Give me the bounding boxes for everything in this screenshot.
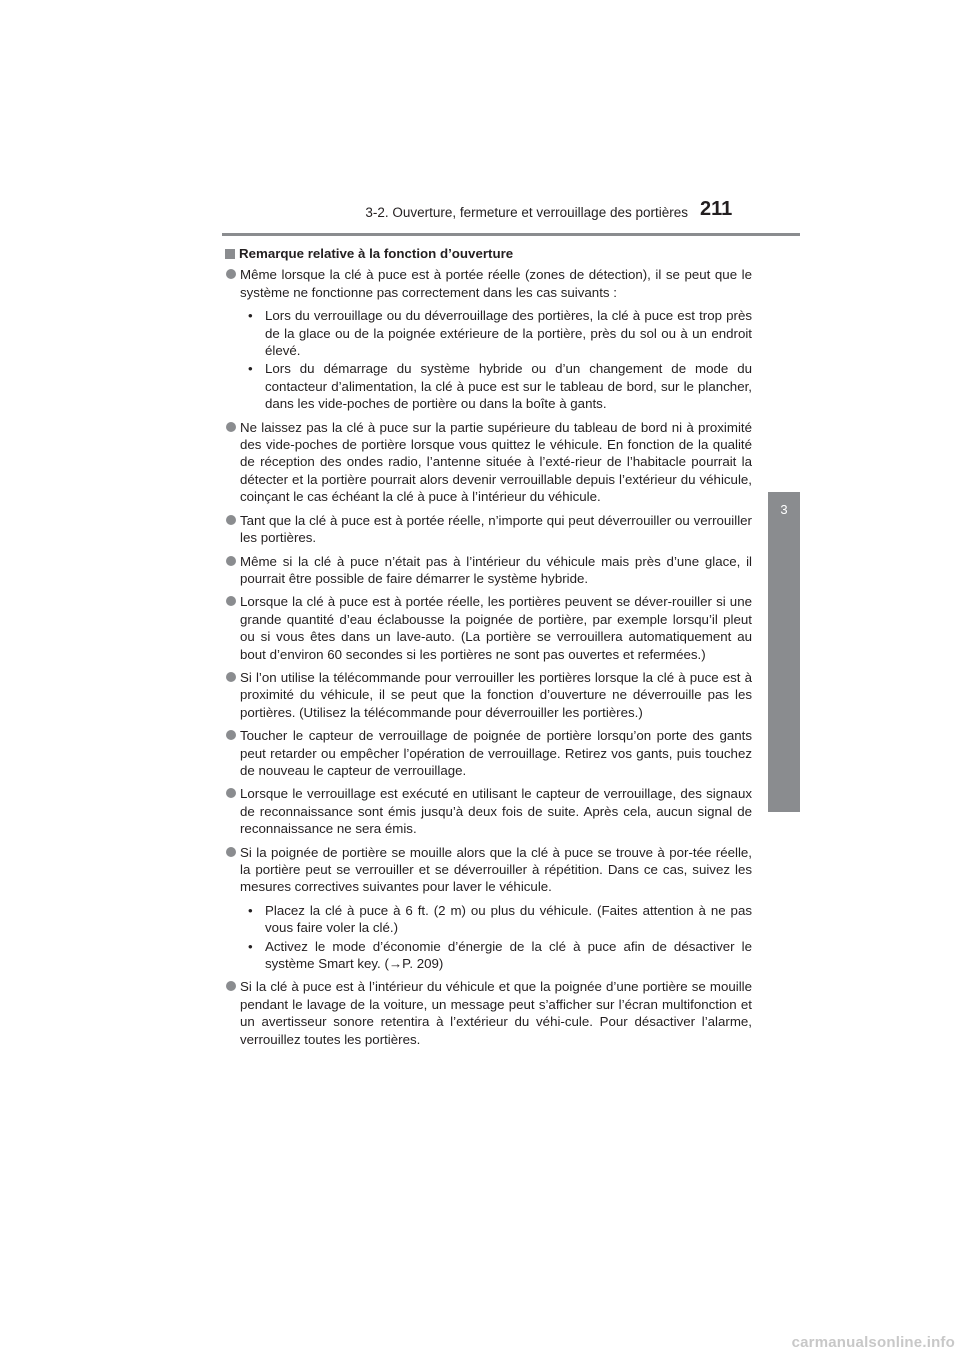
sub-list-item [240, 902, 752, 937]
circle-bullet-icon [226, 788, 236, 798]
sub-list-item-text: Lors du démarrage du système hybride ou d’un changement de mode du contacteur d’alimentation, la clé à puce est sur le tableau de bord, sur le plancher, dans les vide-poches de portière ou dans la boîte à gants. [265, 361, 752, 412]
sub-list-item [240, 307, 752, 359]
list-item [225, 512, 752, 547]
list-item-text: Toucher le capteur de verrouillage de poignée de portière lorsqu’on porte des gants peut retarder ou empêcher l’opération de verrouillage. Retirez vos gants, puis touchez de nouveau le capteur de verrouillage. [240, 728, 752, 778]
list-item-text: Même lorsque la clé à puce est à portée réelle (zones de détection), il se peut que le système ne fonctionne pas correctement dans les cas suivants : [240, 267, 752, 300]
sub-bullet-icon: • [248, 938, 253, 954]
list-item [225, 844, 752, 973]
square-bullet-icon [225, 249, 235, 259]
circle-bullet-icon [226, 672, 236, 682]
list-item [225, 727, 752, 779]
list-item-text: Si la poignée de portière se mouille alors que la clé à puce se trouve à por-tée réelle, la portière peut se verrouiller et se déverrouiller à répétition. Dans ce cas, suivez les mesures correctives suivantes pour laver le véhicule. [240, 844, 752, 895]
sub-list-item-text: Lors du verrouillage ou du déverrouillage des portières, la clé à puce est trop près de la glace ou de la poignée extérieure de la portière, près du sol ou à un endroit élevé. [265, 308, 752, 359]
sub-list-item [240, 360, 752, 412]
list-item-text: Lorsque la clé à puce est à portée réelle, les portières peuvent se déver-rouiller si une grande quantité d’eau éclabousse la poignée de portière, par exemple lorsqu’il pleut ou si vous êtes dans un lave-auto. (La portière se verrouillera automatiquement au bout d’environ 60 secondes si les portières ne sont pas ouvertes et refermées.) [240, 594, 752, 662]
list-item [225, 669, 752, 721]
circle-bullet-icon [226, 515, 236, 525]
circle-bullet-icon [226, 556, 236, 566]
chapter-number: 3 [780, 502, 788, 517]
list-item-text: Lorsque le verrouillage est exécuté en utilisant le capteur de verrouillage, des signaux de reconnaissance sont émis jusqu’à deux fois de suite. Après cela, aucun signal de reconnaissance ne sera émis. [240, 786, 752, 837]
circle-bullet-icon [226, 981, 236, 991]
circle-bullet-icon [226, 730, 236, 740]
sub-bullet-icon: • [248, 361, 253, 377]
list-item [225, 266, 752, 412]
sub-list [240, 307, 752, 412]
main-content [225, 245, 752, 1054]
bullet-list [225, 266, 752, 1048]
list-item [225, 553, 752, 588]
chapter-title: Fonctionnement de chaque composant [751, 792, 766, 1018]
header-rule [222, 233, 800, 236]
sub-list-item-text: Placez la clé à puce à 6 ft. (2 m) ou plus du véhicule. (Faites attention à ne pas vous faire voler la clé.) [265, 902, 752, 936]
list-item-text: Si la clé à puce est à l’intérieur du véhicule et que la poignée d’une portière se mouille pendant le lavage de la voiture, un message peut s’afficher sur l’écran multifonction et un avertisseur sonore retentira à l’extérieur du véhi-cule. Pour désactiver l’alarme, verrouillez toutes les portières. [240, 979, 752, 1047]
list-item [225, 419, 752, 506]
list-item [225, 785, 752, 837]
list-item-text: Ne laissez pas la clé à puce sur la partie supérieure du tableau de bord ni à proximité des vide-poches de portière lorsque vous quittez le véhicule. En fonction de la qualité de réception des ondes radio, l’antenne située à l’exté-rieur de l’habitacle pourrait la détecter et la portière pourrait alors devenir verrouillable depuis l’extérieur du véhicule, coinçant le cas échéant la clé à puce à l’intérieur du véhicule. [240, 419, 752, 505]
list-item-text: Si l’on utilise la télécommande pour verrouiller les portières lorsque la clé à puce est à proximité du véhicule, il se peut que la fonction d’ouverture ne déverrouille pas les portières. (Utilisez la télécommande pour déverrouiller les portières.) [240, 669, 752, 720]
watermark: carmanualsonline.info [791, 1334, 955, 1351]
list-item-text: Tant que la clé à puce est à portée réelle, n’importe qui peut déverrouiller ou verrouiller les portières. [240, 512, 752, 546]
sub-bullet-icon: • [248, 308, 253, 324]
list-item [225, 593, 752, 663]
sub-list-item-text: Activez le mode d’économie d’énergie de la clé à puce afin de désactiver le système Smart key. (→P. 209) [265, 938, 752, 972]
chapter-side-tab [751, 492, 800, 1018]
section-heading [225, 245, 752, 262]
circle-bullet-icon [226, 269, 236, 279]
sub-list [240, 902, 752, 973]
sub-bullet-icon: • [248, 902, 253, 918]
circle-bullet-icon [226, 422, 236, 432]
sub-list-item [240, 938, 752, 973]
section-heading-text: Remarque relative à la fonction d’ouverture [239, 246, 514, 261]
list-item [225, 978, 752, 1048]
page-number: 211 [700, 198, 733, 220]
circle-bullet-icon [226, 596, 236, 606]
circle-bullet-icon [226, 847, 236, 857]
running-header-title: 3-2. Ouverture, fermeture et verrouillage des portières [365, 205, 688, 220]
list-item-text: Même si la clé à puce n’était pas à l’intérieur du véhicule mais près d’une glace, il pourrait être possible de faire démarrer le système hybride. [240, 553, 752, 586]
